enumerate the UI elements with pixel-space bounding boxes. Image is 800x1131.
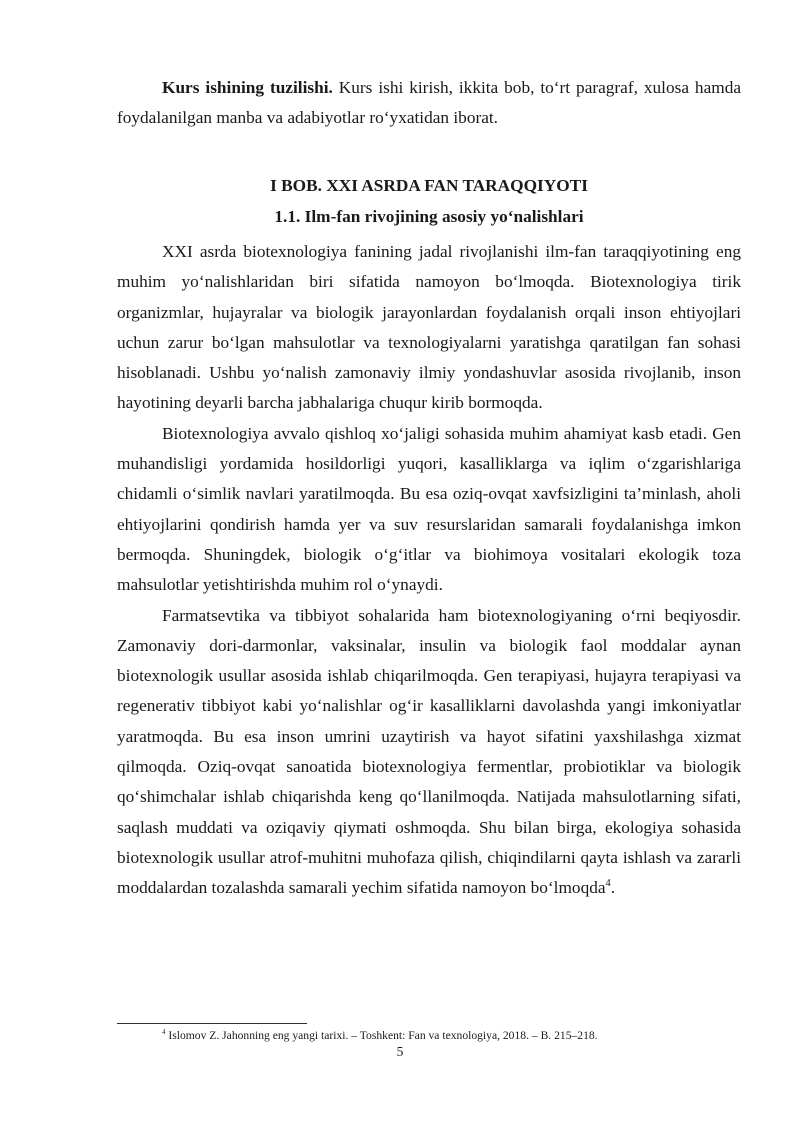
footnote-text: Islomov Z. Jahonning eng yangi tarixi. – Toshkent: Fan va texnologiya, 2018. – B. 215–218. (165, 1029, 598, 1042)
course-structure-text: Kurs ishi kirish, ikkita bob, to‘rt paragraf, xulosa hamda foydalanilgan manba va adabiyotlar ro‘yxatidan iborat. (117, 78, 742, 128)
chapter-title: I BOB. XXI ASRDA FAN TARAQQIYOTI (270, 176, 588, 195)
footnote-reference[interactable]: 4 (605, 878, 611, 890)
course-structure-lead: Kurs ishining tuzilishi. (162, 78, 333, 97)
section-body (117, 237, 741, 904)
course-structure-paragraph (117, 73, 741, 134)
paragraph-biotech-intro: XXI asrda biotexnologiya fanining jadal rivojlanishi ilm-fan taraqqiyotining eng muhim yo‘nalishlaridan biri sifatida namoyon bo‘lmoqda. Biotexnologiya tirik organizmlar, hujayralar va biologik jarayonlardan foydalanish orqali inson ehtiyojlari uchun zarur bo‘lgan mahsulotlar va texnologiyalarni yaratishga qaratilgan fan sohasi hisoblanadi. Ushbu yo‘nalish zamonaviy ilmiy yondashuvlar asosida rivojlanib, inson hayotining deyarli barcha jabhalariga chuqur kirib bormoqda. (117, 242, 741, 413)
paragraph-medicine-end: . (610, 878, 616, 898)
page-number: 5 (396, 1044, 404, 1059)
section-title: 1.1. Ilm-fan rivojining asosiy yo‘nalishlari (274, 207, 584, 226)
footnote-divider (117, 1023, 307, 1024)
paragraph-medicine (117, 601, 741, 904)
paragraph-agriculture: Biotexnologiya avvalo qishloq xo‘jaligi sohasida muhim ahamiyat kasb etadi. Gen muhandisligi yordamida hosildorligi yuqori, kasalliklarga va iqlim o‘zgarishlariga chidamli o‘simlik navlari yaratilmoqda. Bu esa oziq-ovqat xavfsizligini ta’minlash, aholi ehtiyojlarini qondirish hamda yer va suv resurslaridan samarali foydalanishga imkon bermoqda. Shuningdek, biologik o‘g‘itlar va biohimoya vositalari ekologik toza mahsulotlar yetishtirishda muhim rol o‘ynaydi. (117, 423, 741, 595)
paragraph-medicine-text: Farmatsevtika va tibbiyot sohalarida ham biotexnologiyaning o‘rni beqiyosdir. Zamonaviy dori-darmonlar, vaksinalar, insulin va biologik faol moddalar aynan biotexnologik usullar asosida ishlab chiqarilmoqda. Gen terapiyasi, hujayra terapiyasi va regenerativ tibbiyot kabi yo‘nalishlar og‘ir kasalliklarni davolashda yangi imkoniyatlar yaratmoqda. Bu esa inson umrini uzaytirish va hayot sifatini yaxshilashga xizmat qilmoqda. Oziq-ovqat sanoatida biotexnologiya fermentlar, probiotiklar va biologik qo‘shimchalar ishlab chiqarishda keng qo‘llanilmoqda. Natijada mahsulotlarning sifati, saqlash muddati va oziqaviy qiymati oshmoqda. Shu bilan birga, ekologiya sohasida biotexnologik usullar atrof-muhitni muhofaza qilish, chiqindilarni qayta ishlash va zararli moddalardan tozalashda samarali yechim sifatida namoyon bo‘lmoqda (117, 605, 741, 898)
footnote-marker: 4 (162, 1028, 166, 1037)
footnote (117, 1029, 741, 1043)
